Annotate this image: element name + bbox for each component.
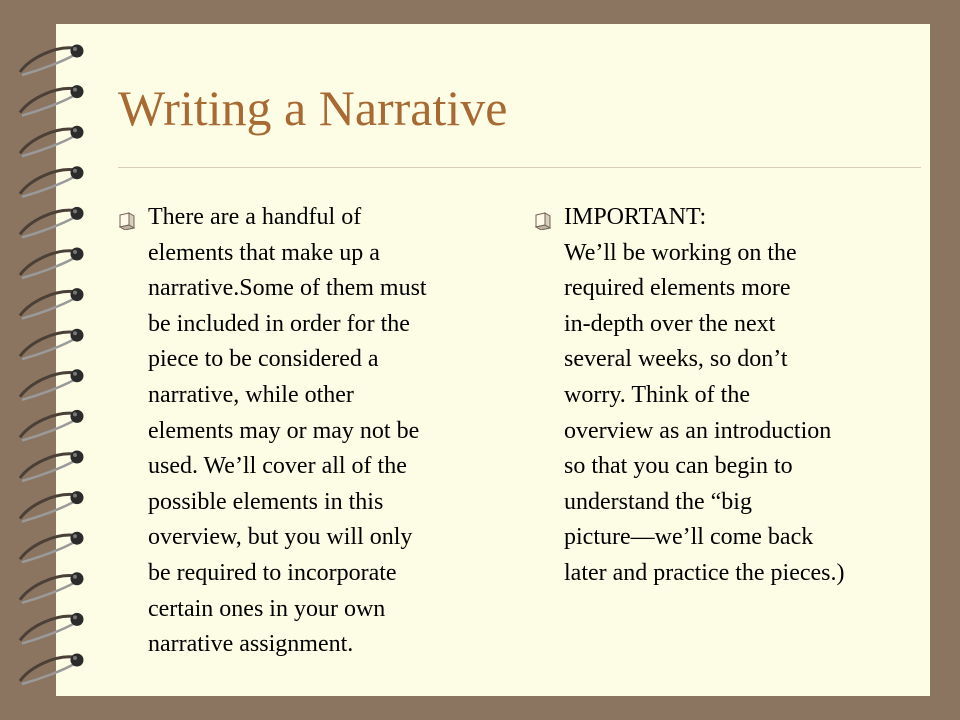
- right-bullet-text: IMPORTANT: We’ll be working on the required elements more in-depth over the next several weeks, so don’t worry. Think of the overview as an introduction so that you can begin to understand the “big picture—we’ll come back later and practice the pieces.): [564, 204, 845, 586]
- right-bullet: [534, 200, 926, 592]
- binding-ring: [20, 410, 84, 441]
- binding-ring: [20, 329, 84, 360]
- binding-ring: [20, 126, 84, 157]
- binding-ring: [20, 532, 84, 563]
- title-divider: [118, 167, 921, 168]
- binding-ring: [20, 491, 84, 521]
- binding-ring: [20, 207, 84, 238]
- slide-title: Writing a Narrative: [118, 80, 508, 136]
- binding-ring: [20, 288, 84, 319]
- binding-ring: [20, 45, 84, 76]
- binding-ring: [20, 85, 84, 116]
- binding-ring: [20, 654, 84, 685]
- binding-ring: [20, 572, 84, 603]
- binding-ring: [20, 369, 84, 400]
- bullet-checkbox-icon: [534, 210, 552, 230]
- left-bullet-text: There are a handful of elements that make up a narrative.Some of them must be included in order for the piece to be considered a narrative, while other elements may or may not be used. We’ll cover all of the possible elements in this overview, but you will only be required to incorporate certain ones in your own narrative assignment.: [148, 204, 427, 658]
- bullet-checkbox-icon: [118, 210, 136, 230]
- spiral-binding-icon: [0, 0, 110, 720]
- binding-ring: [20, 166, 84, 197]
- binding-ring: [20, 613, 84, 644]
- binding-ring: [20, 451, 84, 482]
- binding-ring: [20, 248, 84, 279]
- left-bullet: [118, 200, 510, 663]
